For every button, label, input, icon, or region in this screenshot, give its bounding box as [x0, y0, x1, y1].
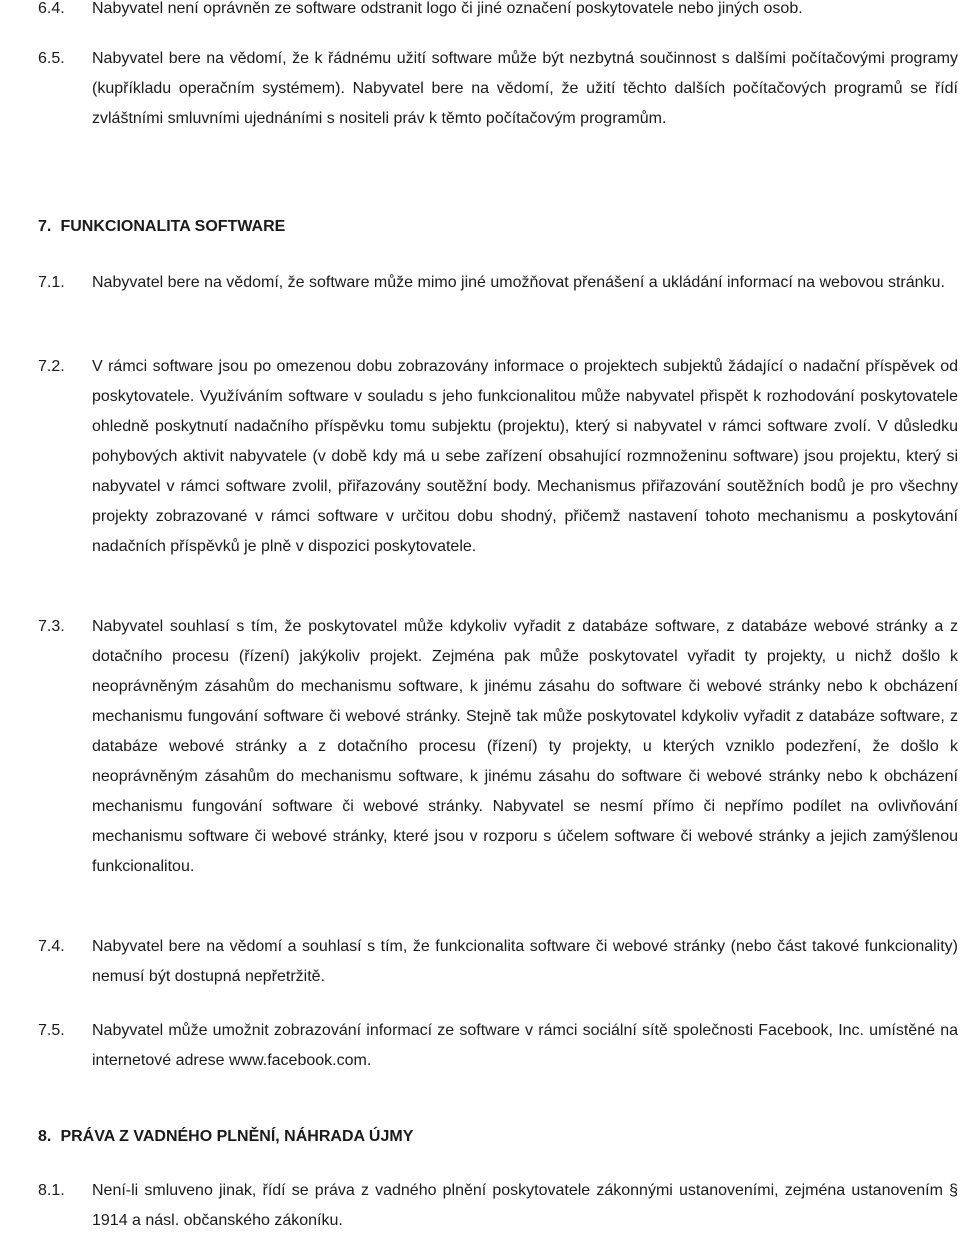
section-number: 8.: [38, 1128, 52, 1145]
section-title: PRÁVA Z VADNÉHO PLNĚNÍ, NÁHRADA ÚJMY: [60, 1128, 414, 1145]
section-title: FUNKCIONALITA SOFTWARE: [60, 218, 286, 235]
clause-text: Nabyvatel bere na vědomí, že software může mimo jiné umožňovat přenášení a ukládání informací na webovou stránku.: [92, 274, 945, 291]
clause-text: V rámci software jsou po omezenou dobu zobrazovány informace o projektech subjektů žádající o nadační příspěvek od poskytovatele. Využíváním software v souladu s jeho funkcionalitou může nabyvatel přispět k rozhodování poskytovatele ohledně poskytnutí nadačního příspěvku tomu subjektu (projektu), který si nabyvatel v rámci software zvolí. V důsledku pohybových aktivit nabyvatele (v době kdy má u sebe zařízení obsahující rozmnoženinu software) jsou projektu, který si nabyvatel v rámci software zvolil, přiřazovány soutěžní body. Mechanismus přiřazování soutěžních bodů je pro všechny projekty zobrazované v rámci software v určitou dobu shodný, přičemž nastavení tohoto mechanismu a poskytování nadačních příspěvků je plně v dispozici poskytovatele.: [92, 358, 958, 555]
clause-text: Nabyvatel bere na vědomí a souhlasí s tím, že funkcionalita software či webové stránky (nebo část takové funkcionality) nemusí být dostupná nepřetržitě.: [92, 938, 958, 985]
clause-7-4: [38, 932, 958, 992]
clause-8-1: [38, 1176, 958, 1236]
clause-number: 7.5.: [38, 1022, 65, 1039]
clause-6-5: [38, 44, 958, 134]
section-heading-7: [38, 212, 285, 242]
clause-number: 8.1.: [38, 1182, 65, 1199]
clause-7-5: [38, 1016, 958, 1076]
clause-number: 7.2.: [38, 358, 65, 375]
clause-7-2: [38, 352, 958, 562]
clause-7-3: [38, 612, 958, 882]
clause-text: Nabyvatel není oprávněn ze software odstranit logo či jiné označení poskytovatele nebo jiných osob.: [92, 0, 803, 17]
clause-text: Není-li smluveno jinak, řídí se práva z vadného plnění poskytovatele zákonnými ustanoveními, zejména ustanovením § 1914 a násl. občanského zákoníku.: [92, 1182, 958, 1229]
clause-7-1: [38, 268, 958, 298]
clause-text: Nabyvatel souhlasí s tím, že poskytovatel může kdykoliv vyřadit z databáze software, z databáze webové stránky a z dotačního procesu (řízení) jakýkoliv projekt. Zejména pak může poskytovatel vyřadit ty projekty, u nichž došlo k neoprávněným zásahům do mechanismu software, k jinému zásahu do software či webové stránky nebo k obcházení mechanismu fungování software či webové stránky. Stejně tak může poskytovatel kdykoliv vyřadit z databáze software, z databáze webové stránky a z dotačního procesu (řízení) ty projekty, u kterých vzniklo podezření, že došlo k neoprávněným zásahům do mechanismu software, k jinému zásahu do software či webové stránky nebo k obcházení mechanismu fungování software či webové stránky. Nabyvatel se nesmí přímo či nepřímo podílet na ovlivňování mechanismu software či webové stránky, které jsou v rozporu s účelem software či webové stránky a jejich zamýšlenou funkcionalitou.: [92, 618, 958, 875]
clause-number: 6.4.: [38, 0, 65, 17]
clause-number: 6.5.: [38, 50, 65, 67]
section-heading-8: [38, 1122, 413, 1152]
section-number: 7.: [38, 218, 52, 235]
clause-6-4: [38, 0, 958, 24]
clause-text: Nabyvatel může umožnit zobrazování informací ze software v rámci sociální sítě společnosti Facebook, Inc. umístěné na internetové adrese www.facebook.com.: [92, 1022, 958, 1069]
clause-text: Nabyvatel bere na vědomí, že k řádnému užití software může být nezbytná součinnost s dalšími počítačovými programy (kupříkladu operačním systémem). Nabyvatel bere na vědomí, že užití těchto dalších počítačových programů se řídí zvláštními smluvními ujednáními s nositeli práv k těmto počítačovým programům.: [92, 50, 958, 127]
clause-number: 7.1.: [38, 274, 65, 291]
clause-number: 7.4.: [38, 938, 65, 955]
clause-number: 7.3.: [38, 618, 65, 635]
